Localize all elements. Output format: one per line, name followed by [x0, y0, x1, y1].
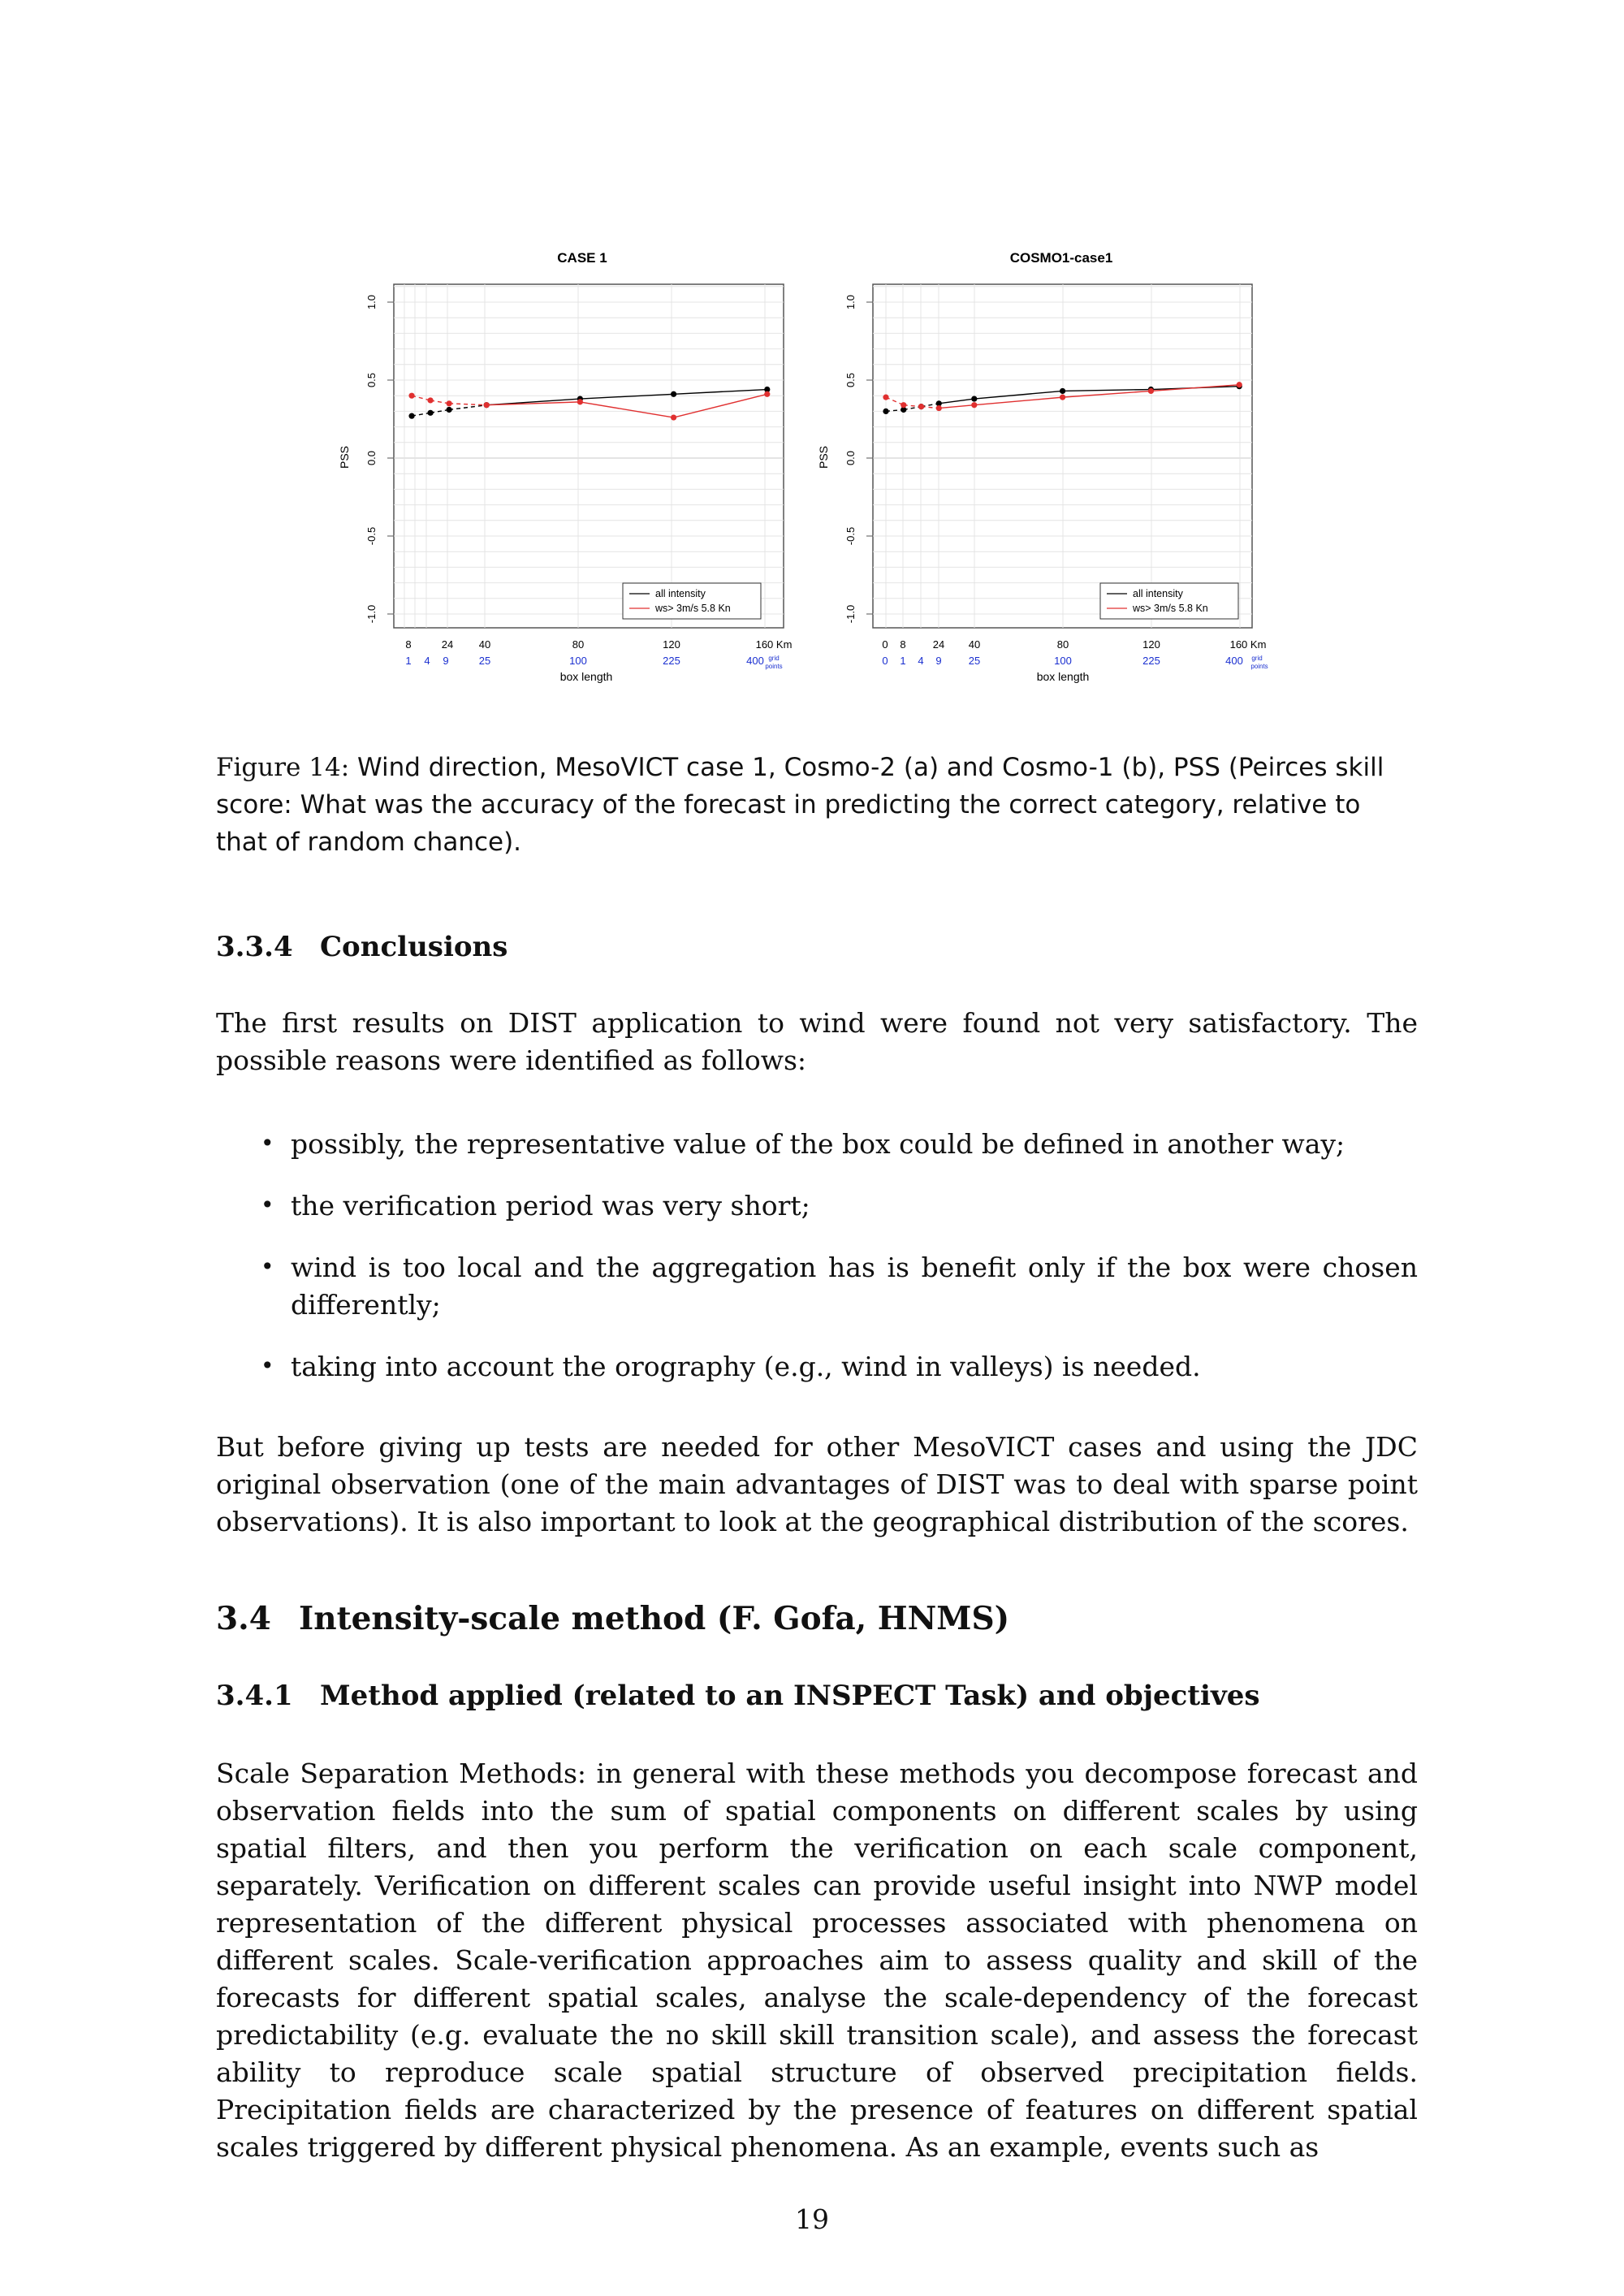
x-tick-grid: 1: [405, 655, 412, 667]
series-segment: [974, 397, 1063, 405]
series-segment: [580, 402, 673, 417]
y-tick-label: 0.5: [844, 372, 857, 388]
series-segment: [974, 391, 1063, 399]
legend: [623, 583, 761, 619]
grid-points-label: points: [765, 663, 783, 670]
series-segment: [1063, 391, 1151, 397]
list-item: [216, 1348, 1418, 1386]
x-tick-grid: 400: [746, 655, 764, 667]
gridlines: [873, 284, 1252, 628]
x-tick-grid: 0: [882, 655, 888, 667]
chart-title: CASE 1: [557, 250, 607, 266]
data-point-ws: [577, 399, 583, 404]
series-segment: [674, 394, 767, 417]
chart-cosmo1-case1: [817, 250, 1268, 683]
data-point-ws: [447, 400, 452, 406]
section-number: 3.4: [216, 1600, 271, 1637]
method-paragraph: Scale Separation Methods: in general with these methods you decompose forecast and observation fields into the sum of spatial components on different scales by using spatial filters, and then you perform the verification on each scale component, separately. Verification on different scales can provide useful insight into NWP model representation of the different physical processes associated with phenomena on different scales. Scale-verification approaches aim to assess quality and skill of the forecasts for different spatial scales, analyse the scale-dependency of the forecast predictability (e.g. evaluate the no skill skill transition scale), and assess the forecast ability to reproduce scale spatial structure of observed precipitation fields. Precipitation fields are characterized by the presence of features on different spatial scales triggered by different physical phenomena. As an example, events such as: [216, 1758, 1418, 2163]
x-tick-km: 8: [405, 638, 412, 651]
data-point-ws: [883, 395, 888, 400]
list-item-text: wind is too local and the aggregation has is benefit only if the box were chosen differently;: [291, 1252, 1418, 1321]
list-item: [216, 1126, 1418, 1163]
gridlines: [394, 284, 784, 628]
x-tick-km: 40: [478, 638, 491, 651]
data-point-ws: [918, 404, 924, 409]
figure-14: [0, 0, 1624, 715]
y-axis-ticks: [365, 295, 394, 623]
x-tick-grid: 400: [1225, 655, 1243, 667]
x-tick-km: 160 Km: [1229, 638, 1267, 651]
chart-title: COSMO1-case1: [1009, 250, 1113, 266]
list-item-text: taking into account the orography (e.g., wind in valleys) is needed.: [291, 1351, 1201, 1382]
data-point-ws: [484, 402, 490, 408]
grid-points-label: grid: [768, 655, 780, 662]
conclusions-list: [216, 1126, 1418, 1410]
data-point-ws: [1060, 395, 1065, 400]
x-tick-grid: 225: [663, 655, 680, 667]
legend-label: all intensity: [1133, 588, 1183, 599]
x-tick-grid: 9: [443, 655, 449, 667]
y-tick-label: -1.0: [365, 604, 378, 624]
x-tick-grid: 100: [1054, 655, 1072, 667]
series-segment: [449, 404, 486, 405]
series-segment: [674, 390, 767, 395]
data-point-ws: [764, 391, 770, 397]
x-tick-grid: 4: [424, 655, 430, 667]
section-title: Conclusions: [320, 931, 508, 963]
legend-label: ws> 3m/s 5.8 Kn: [655, 603, 731, 614]
data-point-all-intensity: [408, 413, 414, 419]
data-point-ws: [1148, 388, 1154, 394]
page-number: 19: [795, 2203, 829, 2235]
list-item: [216, 1249, 1418, 1324]
series: [408, 387, 770, 421]
data-point-all-intensity: [447, 407, 452, 413]
list-item-text: possibly, the representative value of the box could be defined in another way;: [291, 1128, 1345, 1160]
data-point-all-intensity: [427, 410, 433, 416]
data-point-all-intensity: [971, 396, 977, 401]
series-segment: [939, 405, 974, 409]
x-axis-label: box length: [1036, 670, 1090, 683]
series-segment: [939, 399, 974, 404]
conclusions-intro: The first results on DIST application to wind were found not very satisfactory. The possible reasons were identified as follows:: [216, 1007, 1418, 1076]
x-tick-grid: 4: [918, 655, 924, 667]
x-tick-grid: 9: [935, 655, 942, 667]
y-tick-label: 1.0: [844, 294, 857, 310]
section-number: 3.3.4: [216, 931, 293, 963]
x-tick-km: 120: [1142, 638, 1160, 651]
y-tick-label: 0.0: [365, 450, 378, 466]
figure-label: Figure 14:: [216, 753, 350, 782]
data-point-ws: [901, 402, 906, 408]
grid-points-label: points: [1250, 663, 1268, 670]
figure-caption: [216, 749, 1418, 861]
x-tick-km: 24: [932, 638, 945, 651]
plot-frame: [394, 284, 784, 628]
x-tick-km: 80: [572, 638, 585, 651]
bullet-icon: •: [261, 1253, 274, 1280]
y-axis-label: PSS: [338, 445, 351, 469]
data-point-all-intensity: [1060, 388, 1065, 394]
series-segment: [1151, 385, 1239, 391]
bullet-icon: •: [261, 1130, 274, 1157]
data-point-ws: [408, 393, 414, 399]
data-point-ws: [1237, 382, 1242, 387]
legend: [1100, 583, 1238, 619]
section-heading-3-4: [216, 1600, 1009, 1637]
x-tick-km: 120: [663, 638, 680, 651]
y-tick-label: -1.0: [844, 604, 857, 624]
grid-points-label: grid: [1251, 655, 1263, 662]
legend-label: all intensity: [655, 588, 706, 599]
x-tick-grid: 225: [1142, 655, 1160, 667]
data-point-ws: [936, 405, 942, 411]
list-item-text: the verification period was very short;: [291, 1190, 810, 1222]
section-heading-3-4-1: [216, 1680, 1259, 1712]
bullet-icon: •: [261, 1352, 274, 1379]
x-tick-grid: 1: [900, 655, 906, 667]
x-tick-km: 40: [968, 638, 981, 651]
x-tick-km: 8: [900, 638, 906, 651]
bullet-icon: •: [261, 1191, 274, 1218]
x-axis-label: box length: [559, 670, 613, 683]
legend-label: ws> 3m/s 5.8 Kn: [1133, 603, 1208, 614]
data-point-ws: [427, 397, 433, 403]
y-axis-ticks: [844, 295, 873, 623]
x-tick-grid: 100: [569, 655, 587, 667]
x-tick-grid: 25: [478, 655, 491, 667]
y-tick-label: 1.0: [365, 294, 378, 310]
list-item: [216, 1187, 1418, 1225]
section-title: Method applied (related to an INSPECT Task) and objectives: [320, 1680, 1260, 1712]
y-tick-label: -0.5: [844, 526, 857, 546]
chart-case1: [338, 250, 792, 683]
section-number: 3.4.1: [216, 1680, 293, 1712]
x-tick-km: 24: [441, 638, 454, 651]
x-axis-ticks: [882, 638, 1268, 670]
section-title: Intensity-scale method (F. Gofa, HNMS): [299, 1600, 1010, 1637]
x-tick-km: 80: [1056, 638, 1069, 651]
data-point-ws: [971, 402, 977, 408]
data-point-ws: [671, 414, 676, 420]
y-tick-label: -0.5: [365, 526, 378, 546]
series-segment: [1063, 390, 1151, 391]
data-point-all-intensity: [671, 391, 676, 397]
x-tick-grid: 25: [968, 655, 981, 667]
x-axis-ticks: [405, 638, 792, 670]
x-tick-km: 160 Km: [755, 638, 793, 651]
y-axis-label: PSS: [817, 445, 830, 469]
data-point-all-intensity: [883, 409, 888, 414]
caption-text: Wind direction, MesoVICT case 1, Cosmo-2 (a) and Cosmo-1 (b), PSS (Peirces skill score: What was the accuracy of the forecast in predicting the correct category, relative to that of random chance).: [216, 753, 1384, 857]
y-tick-label: 0.0: [844, 450, 857, 466]
series-segment: [580, 394, 673, 399]
conclusions-outro: But before giving up tests are needed for other MesoVICT cases and using the JDC original observation (one of the main advantages of DIST was to deal with sparse point observations). It is also important to look at the geographical distribution of the scores.: [216, 1431, 1418, 1537]
series-segment: [449, 405, 486, 410]
x-tick-km: 0: [882, 638, 888, 651]
y-tick-label: 0.5: [365, 372, 378, 388]
section-heading-3-3-4: [216, 931, 508, 963]
